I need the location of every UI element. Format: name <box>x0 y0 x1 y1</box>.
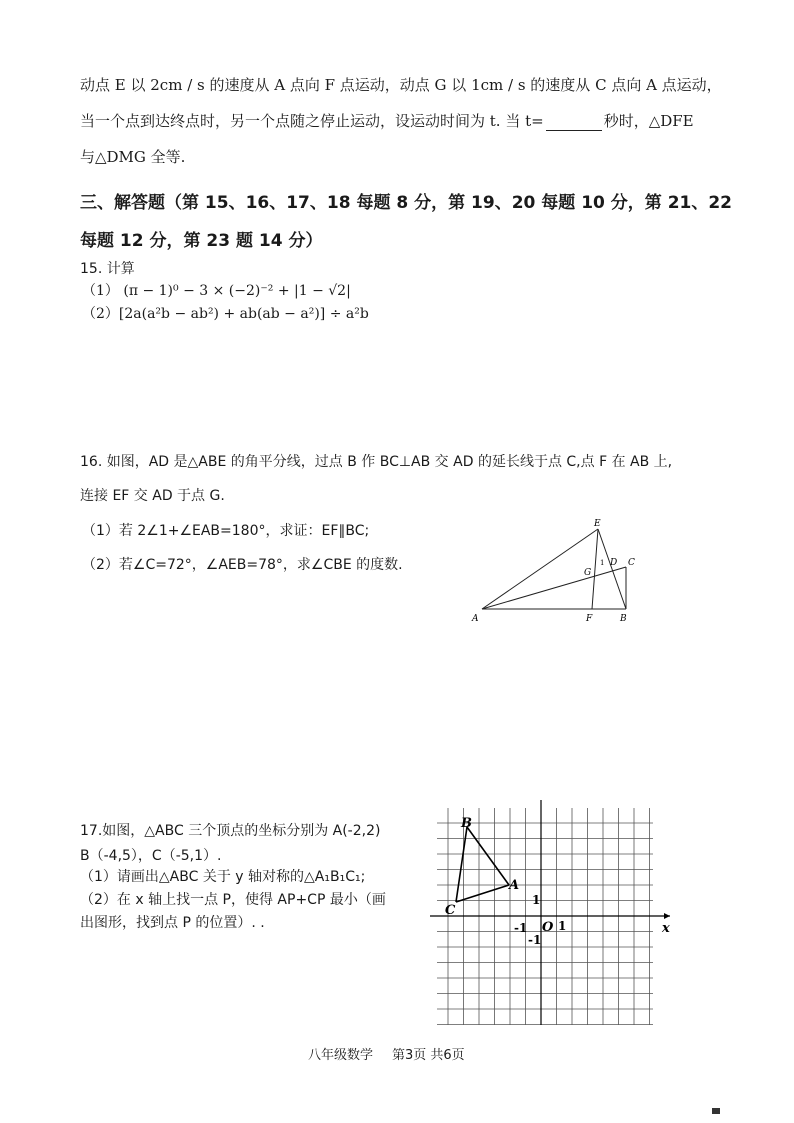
section-title-line-2: 每题 12 分，第 23 题 14 分） <box>80 231 323 251</box>
coordinate-grid <box>430 800 682 1035</box>
q17-part-2: （2）在 x 轴上找一点 P，使得 AP+CP 最小（画 <box>80 892 386 908</box>
label-d: D <box>610 558 618 568</box>
segment-ae <box>482 529 598 609</box>
grid-label-x-neg1: -1 <box>514 921 528 935</box>
answer-blank[interactable] <box>546 130 602 131</box>
q15-part-1: （1） (π − 1)⁰ − 3 × (−2)⁻² + |1 − √2| <box>82 283 351 299</box>
label-a: A <box>472 614 479 624</box>
x-axis-arrow <box>664 913 670 919</box>
grid-label-origin: O <box>542 920 554 935</box>
q15-heading: 15. 计算 <box>80 261 135 277</box>
segment-eb <box>598 529 626 609</box>
segment-ef <box>592 529 598 609</box>
label-b: B <box>620 614 627 624</box>
intro-line-1: 动点 E 以 2cm / s 的速度从 A 点向 F 点运动，动点 G 以 1cm / s 的速度从 C 点向 A 点运动， <box>80 76 722 94</box>
intro-line-2-after: 秒时，△DFE <box>603 112 694 130</box>
label-c: C <box>628 558 635 568</box>
qr-mark-icon <box>712 1108 720 1114</box>
grid-label-a: A <box>509 878 520 893</box>
segment-ac <box>482 567 626 609</box>
q16-part-1: （1）若 2∠1+∠EAB=180°，求证：EF∥BC; <box>82 523 370 539</box>
segment-ca-grid <box>456 885 509 902</box>
footer-page: 第3页 共6页 <box>392 1048 465 1063</box>
intro-line-2-before: 当一个点到达终点时，另一个点随之停止运动，设运动时间为 t. 当 t= <box>80 112 544 130</box>
segment-ba-grid <box>467 827 509 885</box>
q15-part-2: （2）[2a(a²b − ab²) + ab(ab − a²)] ÷ a²b <box>82 306 369 322</box>
grid-label-c: C <box>445 903 456 918</box>
intro-line-2 <box>80 110 694 131</box>
q17-line-2: B（-4,5），C（-5,1）. <box>80 848 222 864</box>
label-angle-1: 1 <box>600 559 605 567</box>
label-f: F <box>586 614 593 624</box>
grid-label-x: x <box>662 921 670 936</box>
q17-part-3: 出图形，找到点 P 的位置）. . <box>80 915 265 931</box>
grid-label-b: B <box>461 816 472 831</box>
section-title-line-1: 三、解答题（第 15、16、17、18 每题 8 分，第 19、20 每题 10 分，第 21、22 <box>80 193 733 213</box>
triangle-figure <box>470 515 640 625</box>
grid-label-y1: 1 <box>532 893 541 907</box>
q16-part-2: （2）若∠C=72°，∠AEB=78°，求∠CBE 的度数. <box>82 557 403 573</box>
footer-subject: 八年级数学 <box>308 1048 374 1063</box>
q16-line-1: 16. 如图，AD 是△ABE 的角平分线，过点 B 作 BC⊥AB 交 AD 的延长线于点 C,点 F 在 AB 上, <box>80 454 673 470</box>
label-g: G <box>584 568 592 578</box>
q17-part-1: （1）请画出△ABC 关于 y 轴对称的△A₁B₁C₁; <box>80 869 366 885</box>
label-e: E <box>594 519 601 529</box>
q16-line-2: 连接 EF 交 AD 于点 G. <box>80 488 225 504</box>
grid-label-y-neg1: -1 <box>528 933 542 947</box>
intro-line-3: 与△DMG 全等. <box>80 148 186 166</box>
grid-label-x1: 1 <box>558 919 567 933</box>
q17-line-1: 17.如图，△ABC 三个顶点的坐标分别为 A(-2,2) <box>80 823 381 839</box>
